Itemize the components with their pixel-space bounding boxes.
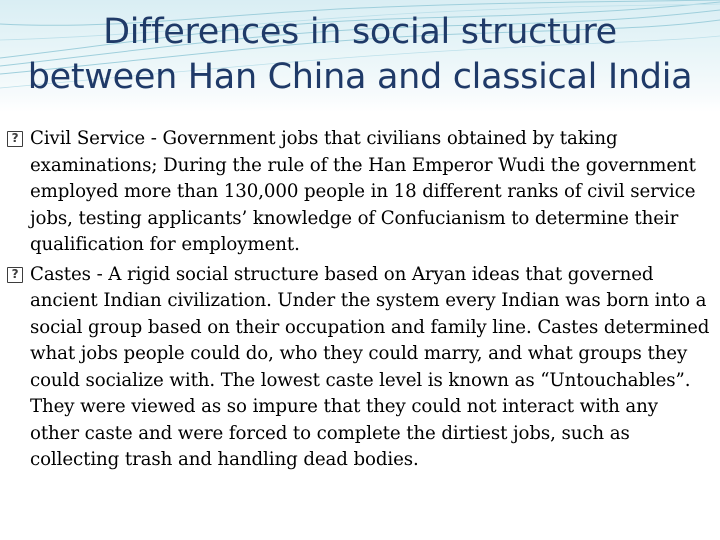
bullet-text: Civil Service - Government jobs that civilians obtained by taking examinations; During the rule of the Han Emperor Wudi the government employed more than 130,000 people in 18 different ranks of civil service jobs, testing applicants’ knowledge of Confucianism to determine their qualification for employment. [30,128,696,255]
bullet-civil-service [6,126,712,259]
replacement-char-icon: ? [7,267,23,283]
bullet-castes [6,262,712,474]
bullet-text: Castes - A rigid social structure based on Aryan ideas that governed ancient Indian civilization. Under the system every Indian was born into a social group based on their occupation and family line. Castes determined what jobs people could do, who they could marry, and what groups they could socialize with. The lowest caste level is known as “Untouchables”. They were viewed as so impure that they could not interact with any other caste and were forced to complete the dirtiest jobs, such as collecting trash and handling dead bodies. [30,263,710,470]
slide-title [0,10,720,100]
slide-title-line-2: between Han China and classical India [27,57,693,97]
replacement-char-icon: ? [7,131,23,147]
slide-title-line-1: Differences in social structure [103,12,617,52]
slide-body [6,126,712,477]
